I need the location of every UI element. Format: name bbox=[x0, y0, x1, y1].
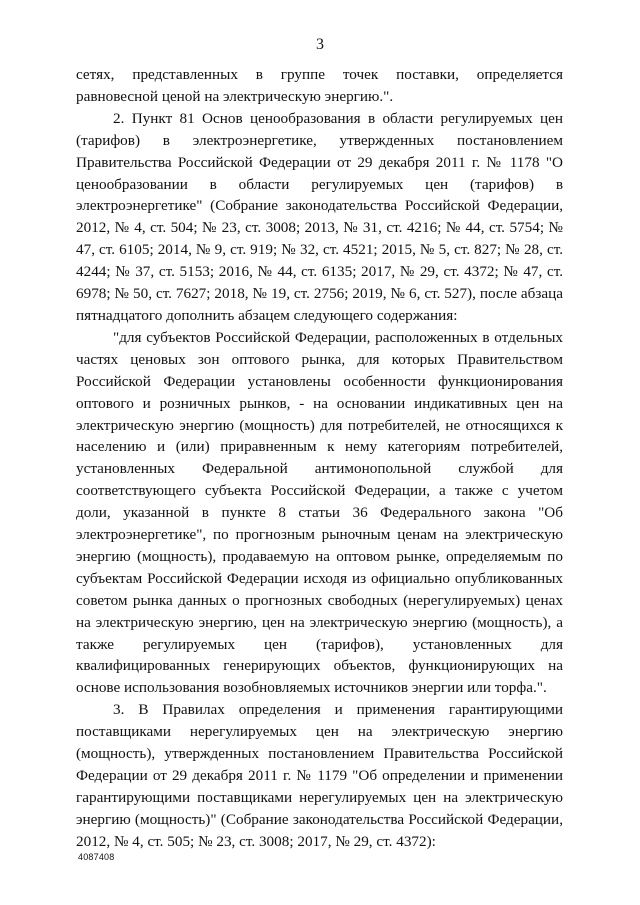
document-code: 4087408 bbox=[78, 852, 115, 862]
paragraph-item-3: 3. В Правилах определения и применения гарантирующими поставщиками нерегулируемых цен на электрическую энергию (мощность), утвержденных постановлением Правительства Российской Федерации от 29 декабря 2011 г. № 1179 "Об определении и применении гарантирующими поставщиками нерегулируемых цен на электрическую энергию (мощность)" (Собрание законодательства Российской Федерации, 2012, № 4, ст. 505; № 23, ст. 3008; 2017, № 29, ст. 4372): bbox=[76, 701, 563, 850]
document-body bbox=[76, 64, 563, 853]
paragraph-item-2: 2. Пункт 81 Основ ценообразования в области регулируемых цен (тарифов) в электроэнергетике, утвержденных постановлением Правительства Российской Федерации от 29 декабря 2011 г. № 1178 "О ценообразовании в области регулируемых цен (тарифов) в электроэнергетике" (Собрание законодательства Российской Федерации, 2012, № 4, ст. 504; № 23, ст. 3008; 2013, № 31, ст. 4216; № 44, ст. 5754; № 47, ст. 6105; 2014, № 9, ст. 919; № 32, ст. 4521; 2015, № 5, ст. 827; № 28, ст. 4244; № 37, ст. 5153; 2016, № 44, ст. 6135; 2017, № 29, ст. 4372; № 47, ст. 6978; № 50, ст. 7627; 2018, № 19, ст. 2756; 2019, № 6, ст. 527), после абзаца пятнадцатого дополнить абзацем следующего содержания: bbox=[76, 109, 563, 324]
page-number: 3 bbox=[316, 36, 324, 53]
paragraph-quoted-amendment: "для субъектов Российской Федерации, расположенных в отдельных частях ценовых зон оптового рынка, для которых Правительством Российской Федерации установлены особенности функционирования оптового и розничных рынков, - на основании индикативных цен на электрическую энергию (мощность) для потребителей, не относящихся к населению и (или) приравненным к нему категориям потребителей, установленных Федеральной антимонопольной службой для соответствующего субъекта Российской Федерации, а также с учетом доли, указанной в пункте 8 статьи 36 Федерального закона "Об электроэнергетике", по прогнозным рыночным ценам на электрическую энергию (мощность), продаваемую на оптовом рынке, определяемым по субъектам Российской Федерации исходя из официально опубликованных советом рынка данных о прогнозных свободных (нерегулируемых) ценах на электрическую энергию, цен на электрическую энергию (мощность), а также регулируемых цен (тарифов), установленных для квалифицированных генерирующих объектов, функционирующих на основе использования возобновляемых источников энергии или торфа.". bbox=[76, 328, 563, 697]
paragraph-continuation: сетях, представленных в группе точек поставки, определяется равновесной ценой на электрическую энергию.". bbox=[76, 66, 563, 105]
